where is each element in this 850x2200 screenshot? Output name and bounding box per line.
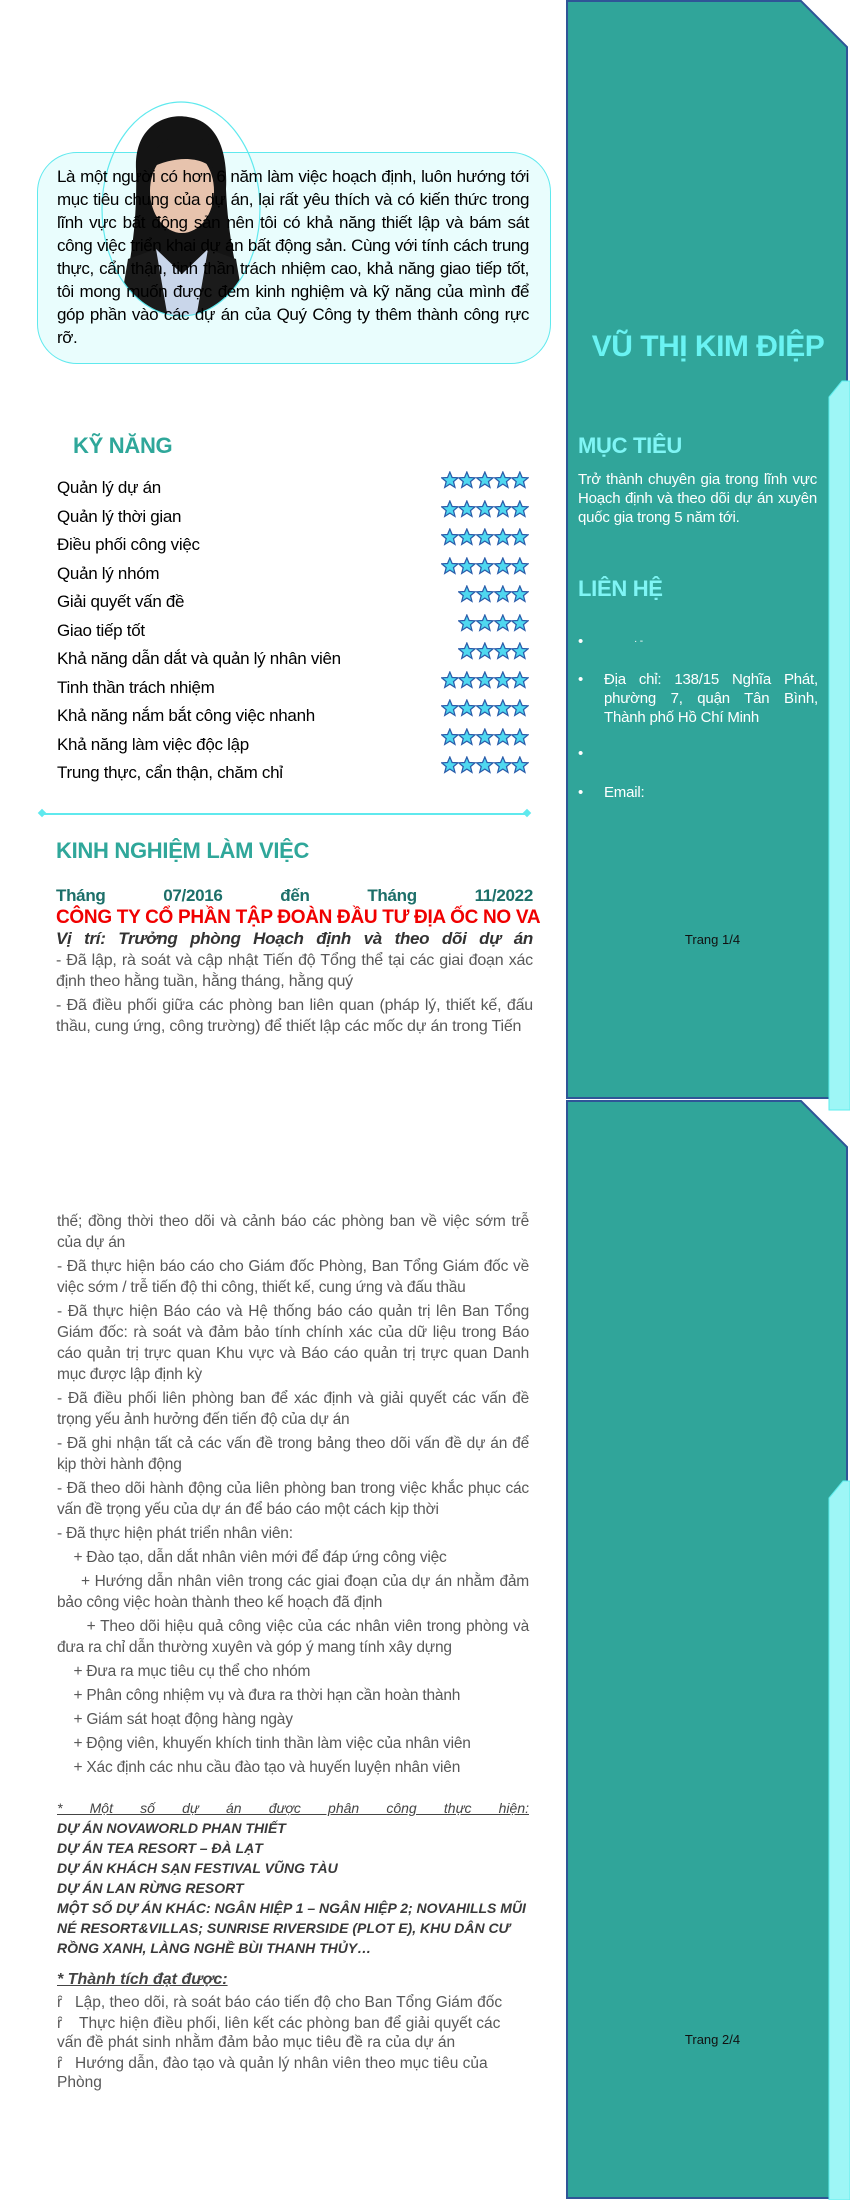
skill-rating bbox=[441, 500, 529, 518]
star-icon bbox=[494, 756, 512, 774]
bullet-icon: • bbox=[578, 633, 584, 650]
star-icon bbox=[476, 614, 494, 632]
star-icon bbox=[511, 528, 529, 546]
star-icon bbox=[511, 728, 529, 746]
skill-rating bbox=[458, 642, 529, 660]
bullet-icon: • bbox=[578, 784, 584, 801]
project-item: MỘT SỐ DỰ ÁN KHÁC: NGÂN HIỆP 1 – NGÂN HIỆP 2; NOVAHILLS MŨI NÉ RESORT&VILLAS; SUNRISE RIVERSIDE (PLOT E), KHU DÂN CƯ RỒNG XANH, LÀNG NGHỀ BÙI THANH THỦY… bbox=[57, 1900, 526, 1956]
skill-label: Trung thực, cẩn thận, chăm chỉ bbox=[57, 763, 283, 782]
bullet-icon: • bbox=[578, 745, 584, 762]
star-icon bbox=[441, 728, 459, 746]
duty-item: + Đào tạo, dẫn dắt nhân viên mới để đáp ứng công việc bbox=[57, 1549, 447, 1566]
star-icon bbox=[476, 756, 494, 774]
star-icon bbox=[476, 528, 494, 546]
experience-details-page-1 bbox=[56, 950, 533, 1040]
duty-item: - Đã ghi nhận tất cả các vấn đề trong bảng theo dõi vấn đề dự án để kịp thời hành động bbox=[57, 1435, 534, 1473]
star-icon bbox=[458, 585, 476, 603]
contact-item-phone: • · - bbox=[578, 633, 643, 650]
accent-strip-page-2 bbox=[829, 1481, 850, 2200]
star-icon bbox=[458, 557, 476, 575]
profile-summary: Là một người có hơn 6 năm làm việc hoạch định, luôn hướng tới mục tiêu chung của dự án, lại rất yêu thích và có kiến thức trong lĩnh vực bất động sản nên tôi có khả năng thiết lập và bám sát công việc triển khai dự án bất động sản. Cùng với tính cách trung thực, cẩn thận, tinh thần trách nhiệm cao, khả năng giao tiếp tốt, tôi mong muốn được đem kinh nghiệm và kỹ năng của mình để góp phần vào các dự án của Quý Công ty thêm thành công rực rỡ. bbox=[57, 167, 529, 347]
achievement-text: Lập, theo dõi, rà soát báo cáo tiến độ cho Ban Tổng Giám đốc bbox=[75, 1994, 503, 2011]
star-icon bbox=[441, 671, 459, 689]
achievement-text: Thực hiện điều phối, liên kết các phòng ban để giải quyết các vấn đề phát sinh nhằm đảm bảo mục tiêu đề ra của dự án bbox=[57, 2014, 501, 2051]
star-icon bbox=[458, 728, 476, 746]
project-item: DỰ ÁN LAN RỪNG RESORT bbox=[57, 1880, 244, 1896]
duty-item: + Động viên, khuyến khích tinh thần làm việc của nhân viên bbox=[57, 1735, 471, 1752]
contact-item-blank bbox=[578, 744, 818, 764]
skill-label: Giải quyết vấn đề bbox=[57, 592, 185, 611]
star-icon bbox=[458, 528, 476, 546]
star-icon bbox=[494, 500, 512, 518]
star-icon bbox=[494, 557, 512, 575]
experience-details-page-2 bbox=[57, 1211, 534, 1781]
star-icon bbox=[441, 699, 459, 717]
star-icon bbox=[441, 471, 459, 489]
skill-rating bbox=[458, 614, 529, 632]
project-item: DỰ ÁN TEA RESORT – ĐÀ LẠT bbox=[57, 1840, 263, 1856]
star-icon bbox=[511, 585, 529, 603]
page-number: Trang 2/4 bbox=[684, 2032, 741, 2047]
duty-item: thế; đồng thời theo dõi và cảnh báo các phòng ban về việc sớm trễ của dự án bbox=[57, 1213, 534, 1251]
skill-rating bbox=[458, 585, 529, 603]
objective-text: Trở thành chuyên gia trong lĩnh vực Hoạch định và theo dõi dự án xuyên quốc gia trong 5 năm tới. bbox=[578, 471, 817, 526]
skill-rating bbox=[441, 557, 529, 575]
duty-item: - Đã theo dõi hành động của liên phòng ban trong việc khắc phục các vấn đề trọng yếu của dự án để báo cáo một cách kịp thời bbox=[57, 1480, 534, 1518]
star-icon bbox=[494, 585, 512, 603]
date-end: 11/2022 bbox=[474, 886, 533, 905]
star-icon bbox=[458, 500, 476, 518]
duty-item: - Đã thực hiện phát triển nhân viên: bbox=[57, 1525, 293, 1542]
duty-item: + Đưa ra mục tiêu cụ thể cho nhóm bbox=[57, 1663, 311, 1680]
achievements-heading: * Thành tích đạt được: bbox=[57, 1971, 228, 1988]
date-start: 07/2016 bbox=[163, 886, 223, 905]
star-icon bbox=[494, 471, 512, 489]
star-icon bbox=[458, 756, 476, 774]
date-word: đến bbox=[280, 886, 310, 905]
duty-item: - Đã thực hiện báo cáo cho Giám đốc Phòng, Ban Tổng Giám đốc về việc sớm / trễ tiến độ thi công, thiết kế, cung ứng và đấu thầu bbox=[57, 1258, 534, 1296]
skill-rating bbox=[441, 728, 529, 746]
candidate-name: VŨ THỊ KIM ĐIỆP bbox=[591, 330, 825, 363]
star-icon bbox=[476, 500, 494, 518]
duty-item: + Xác định các nhu cầu đào tạo và huyến luyện nhân viên bbox=[57, 1759, 461, 1776]
star-icon bbox=[511, 557, 529, 575]
star-icon bbox=[511, 500, 529, 518]
duty-item: + Theo dõi hiệu quả công việc của các nhân viên trong phòng và đưa ra chỉ dẫn thường xuyên và góp ý mang tính xây dựng bbox=[57, 1618, 534, 1656]
star-icon bbox=[476, 728, 494, 746]
accent-strip-page-1 bbox=[829, 381, 850, 1110]
bullet-marker-icon: ȓ bbox=[57, 1994, 63, 2011]
star-icon bbox=[494, 671, 512, 689]
achievements-list bbox=[57, 1993, 529, 2094]
duty-item: + Hướng dẫn nhân viên trong các giai đoạn của dự án nhằm đảm bảo công việc hoàn thành theo kế hoạch đã định bbox=[57, 1573, 534, 1611]
contact-item-address: • Địa chỉ: 138/15 Nghĩa Phát, phường 7, quận Tân Bình, Thành phố Hồ Chí Minh bbox=[578, 671, 818, 726]
star-icon bbox=[494, 528, 512, 546]
star-icon bbox=[511, 756, 529, 774]
star-icon bbox=[511, 671, 529, 689]
projects-heading: * Một số dự án được phân công thực hiện: bbox=[57, 1800, 529, 1816]
projects-list bbox=[57, 1798, 529, 1958]
star-icon bbox=[511, 699, 529, 717]
date-word: Tháng bbox=[56, 886, 106, 905]
star-icon bbox=[476, 642, 494, 660]
skill-label: Tinh thần trách nhiệm bbox=[57, 677, 215, 697]
skill-label: Khả năng nắm bắt công việc nhanh bbox=[57, 706, 315, 725]
employment-dates bbox=[56, 886, 533, 906]
star-icon bbox=[494, 728, 512, 746]
skill-label: Khả năng làm việc độc lập bbox=[57, 734, 249, 754]
skill-label: Điều phối công việc bbox=[57, 535, 200, 554]
company-name: CÔNG TY CỔ PHẦN TẬP ĐOÀN ĐẦU TƯ ĐỊA ỐC NO VA bbox=[56, 907, 541, 928]
star-icon bbox=[458, 471, 476, 489]
skill-rating bbox=[441, 471, 529, 489]
star-icon bbox=[458, 699, 476, 717]
star-icon bbox=[441, 756, 459, 774]
star-icon bbox=[441, 557, 459, 575]
achievement-item bbox=[57, 2054, 529, 2093]
skill-label: Quản lý nhóm bbox=[57, 563, 160, 583]
skills-heading: KỸ NĂNG bbox=[73, 433, 173, 458]
skill-rating bbox=[441, 671, 529, 689]
star-icon bbox=[476, 585, 494, 603]
contact-item-email[interactable]: • Email: bbox=[578, 784, 645, 801]
achievement-text: Hướng dẫn, đào tạo và quản lý nhân viên theo mục tiêu của Phòng bbox=[57, 2054, 488, 2091]
skill-label: Giao tiếp tốt bbox=[57, 620, 145, 640]
achievement-item bbox=[57, 2014, 529, 2053]
skill-rating bbox=[441, 756, 529, 774]
duty-item: - Đã điều phối liên phòng ban để xác định và giải quyết các vấn đề trọng yếu ảnh hưởng đến tiến độ của dự án bbox=[57, 1390, 534, 1428]
skill-rating bbox=[441, 528, 529, 546]
objective-heading: MỤC TIÊU bbox=[578, 433, 682, 458]
duty-item: + Giám sát hoạt động hàng ngày bbox=[57, 1711, 293, 1728]
star-icon bbox=[476, 671, 494, 689]
star-icon bbox=[441, 500, 459, 518]
star-icon bbox=[511, 471, 529, 489]
experience-heading: KINH NGHIỆM LÀM VIỆC bbox=[56, 838, 310, 863]
bullet-marker-icon: ȓ bbox=[57, 2014, 63, 2032]
bullet-marker-icon: ȓ bbox=[57, 2054, 63, 2072]
achievement-item bbox=[57, 1993, 529, 2013]
job-position: Vị trí: Trưởng phòng Hoạch định và theo dõi dự án bbox=[56, 929, 533, 948]
section-divider bbox=[42, 813, 528, 815]
star-icon bbox=[476, 471, 494, 489]
bullet-icon: • bbox=[578, 671, 584, 688]
duty-item: - Đã điều phối giữa các phòng ban liên quan (pháp lý, thiết kế, đấu thầu, cung ứng, công trường) để thiết lập các mốc dự án trong Tiến bbox=[56, 997, 533, 1035]
star-icon bbox=[458, 671, 476, 689]
star-icon bbox=[476, 557, 494, 575]
skill-label: Khả năng dẫn dắt và quản lý nhân viên bbox=[57, 649, 341, 668]
star-icon bbox=[458, 642, 476, 660]
star-icon bbox=[494, 614, 512, 632]
star-icon bbox=[494, 699, 512, 717]
project-item: DỰ ÁN KHÁCH SẠN FESTIVAL VŨNG TÀU bbox=[57, 1860, 338, 1876]
skill-label: Quản lý dự án bbox=[57, 478, 161, 497]
star-icon bbox=[441, 528, 459, 546]
star-icon bbox=[494, 642, 512, 660]
skill-rating bbox=[441, 699, 529, 717]
star-icon bbox=[476, 699, 494, 717]
contact-heading: LIÊN HỆ bbox=[578, 576, 663, 601]
duty-item: - Đã lập, rà soát và cập nhật Tiến độ Tổng thể tại các giai đoạn xác định theo hằng tuần, hằng tháng, hằng quý bbox=[56, 952, 533, 990]
skill-label: Quản lý thời gian bbox=[57, 506, 182, 526]
star-icon bbox=[511, 642, 529, 660]
duty-item: + Phân công nhiệm vụ và đưa ra thời hạn cần hoàn thành bbox=[57, 1687, 461, 1704]
star-icon bbox=[511, 614, 529, 632]
star-icon bbox=[458, 614, 476, 632]
duty-item: - Đã thực hiện Báo cáo và Hệ thống báo cáo quản trị lên Ban Tổng Giám đốc: rà soát và đảm bảo tính chính xác của dữ liệu trong Báo cáo quản trị trực quan Khu vực và Báo cáo quản trị trực quan Danh mục được lập định kỳ bbox=[57, 1303, 534, 1383]
date-word: Tháng bbox=[367, 886, 417, 905]
project-item: DỰ ÁN NOVAWORLD PHAN THIẾT bbox=[57, 1820, 286, 1836]
page-number: Trang 1/4 bbox=[684, 932, 741, 947]
